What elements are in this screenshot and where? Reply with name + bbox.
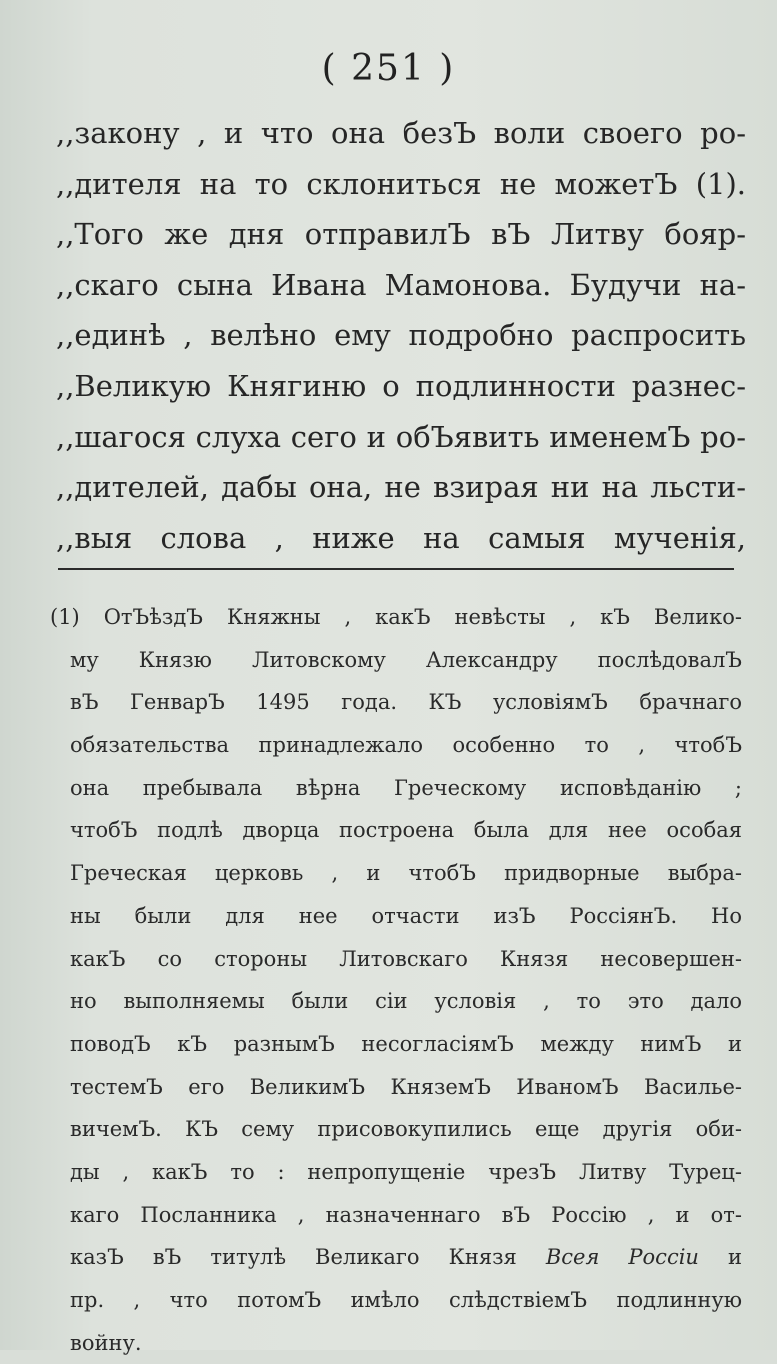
footnote-line: обязательства принадлежало особенно то , чтобЪ <box>70 733 742 758</box>
footnote-line: каго Посланника , назначеннаго вЪ Россію , и от- <box>70 1202 742 1227</box>
footnote-line: Греческая церковь , и чтобЪ придворные выбра- <box>70 861 742 886</box>
footnote-line: пр. , что потомЪ имѣло слѣдствіемЪ подлинную <box>70 1288 742 1312</box>
main-text-line: ,,дителя на то склониться не можетЪ (1). <box>56 166 746 201</box>
footnote-line: войну. <box>70 1330 142 1355</box>
footnote-line-with-italic <box>70 1236 742 1279</box>
footnote-line: (1) ОтЪѣздЪ Княжны , какЪ невѣсты , кЪ Велико- <box>50 605 742 629</box>
footnote-line: ды , какЪ то : непропущеніе чрезЪ Литву Турец- <box>70 1159 742 1184</box>
footnote-line: вичемЪ. КЪ сему присовокупились еще другія оби- <box>70 1117 742 1142</box>
footnote-divider <box>58 568 734 570</box>
footnote-block <box>50 596 742 1364</box>
main-text-line: ,,закону , и что она безЪ воли своего ро- <box>56 116 746 150</box>
footnote-line: му Князю Литовскому Александру послѣдовалЪ <box>70 647 742 672</box>
footnote-line: поводЪ кЪ разнымЪ несогласіямЪ между нимЪ и <box>70 1031 742 1056</box>
main-text-line: ,,Того же дня отправилЪ вЪ Литву бояр- <box>56 217 746 252</box>
footnote-line: какЪ со стороны Литовскаго Князя несовершен- <box>70 946 742 971</box>
main-text-block <box>56 108 746 563</box>
footnote-line: тестемЪ его ВеликимЪ КняземЪ ИваномЪ Василье- <box>70 1074 742 1099</box>
footnote-line: чтобЪ подлѣ дворца построена была для нее особая <box>70 818 742 843</box>
main-text-line: ,,Великую Княгиню о подлинности разнес- <box>56 368 746 403</box>
main-text-line: ,,единѣ , велѣно ему подробно распросить <box>56 318 746 353</box>
footnote-text: казЪ вЪ титулѣ Великаго Князя <box>70 1245 546 1270</box>
main-text-line: ,,дителей, дабы она, не взирая ни на льсти- <box>56 470 746 505</box>
footnote-line: она пребывала вѣрна Греческому исповѣданію ; <box>70 775 742 800</box>
footnote-italic-title: Всея Россіи <box>545 1245 699 1270</box>
footnote-line: ны были для нее отчасти изЪ РоссіянЪ. Но <box>70 903 742 928</box>
main-text-line: ,,шагося слуха сего и обЪявить именемЪ ро- <box>56 419 746 454</box>
footnote-line: но выполняемы были сіи условія , то это дало <box>70 989 742 1014</box>
footnote-line: вЪ ГенварЪ 1495 года. КЪ условіямЪ брачнаго <box>70 690 742 715</box>
footnote-text: и <box>698 1245 742 1270</box>
main-text-line: ,,скаго сына Ивана Мамонова. Будучи на- <box>56 267 746 302</box>
page-number: ( 251 ) <box>321 48 456 89</box>
main-text-line: ,,выя слова , ниже на самыя мученія, <box>56 520 746 555</box>
